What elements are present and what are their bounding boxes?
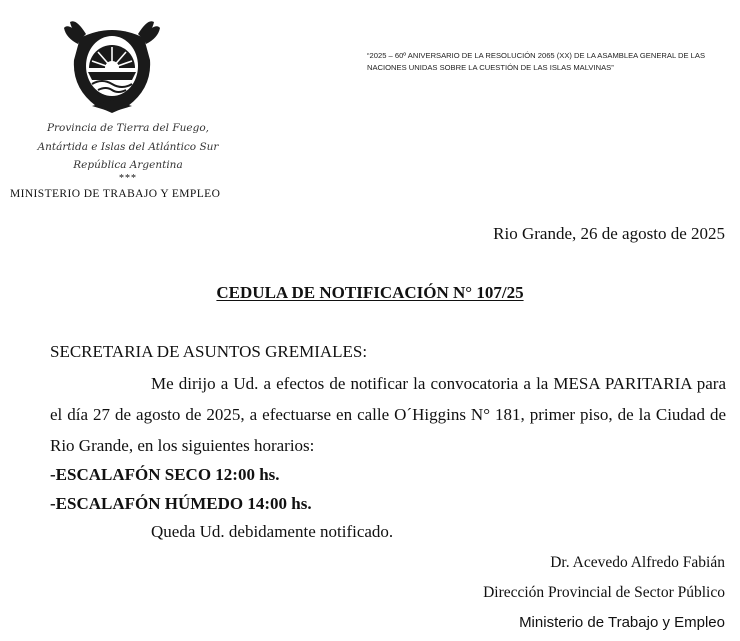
ministry-header: MINISTERIO DE TRABAJO Y EMPLEO [10, 188, 221, 200]
signatory-ministry: Ministerio de Trabajo y Empleo [519, 614, 725, 631]
province-line-3: República Argentina [73, 159, 183, 171]
body-line-1: Me dirijo a Ud. a efectos de notificar la convocatoria a la MESA PARITARIA para [151, 374, 726, 393]
body-line-3: Rio Grande, en los siguientes horarios: [50, 436, 315, 455]
schedule-item-seco: -ESCALAFÓN SECO 12:00 hs. [50, 465, 280, 484]
province-seal [62, 14, 162, 114]
document-title: CEDULA DE NOTIFICACIÓN N° 107/25 [216, 283, 524, 302]
addressee: SECRETARIA DE ASUNTOS GREMIALES: [50, 342, 368, 361]
signatory-office: Dirección Provincial de Sector Público [483, 584, 725, 601]
signatory-name: Dr. Acevedo Alfredo Fabián [550, 554, 725, 571]
province-line-2: Antártida e Islas del Atlántico Sur [37, 141, 219, 153]
province-line-1: Provincia de Tierra del Fuego, [46, 122, 210, 134]
document-date: Rio Grande, 26 de agosto de 2025 [493, 224, 725, 243]
separator-dots: *** [119, 173, 137, 184]
body-line-2: el día 27 de agosto de 2025, a efectuarse en calle O´Higgins N° 181, primer piso, de la Ciudad de [50, 405, 726, 424]
schedule-item-humedo: -ESCALAFÓN HÚMEDO 14:00 hs. [50, 494, 312, 513]
commemorative-motto [367, 50, 727, 74]
motto-line-2: NACIONES UNIDAS SOBRE LA CUESTIÓN DE LAS ISLAS MALVINAS” [367, 63, 614, 72]
closing-line: Queda Ud. debidamente notificado. [151, 522, 394, 541]
motto-line-1: “2025 – 60º ANIVERSARIO DE LA RESOLUCIÓN 2065 (XX) DE LA ASAMBLEA GENERAL DE LAS [367, 51, 706, 60]
